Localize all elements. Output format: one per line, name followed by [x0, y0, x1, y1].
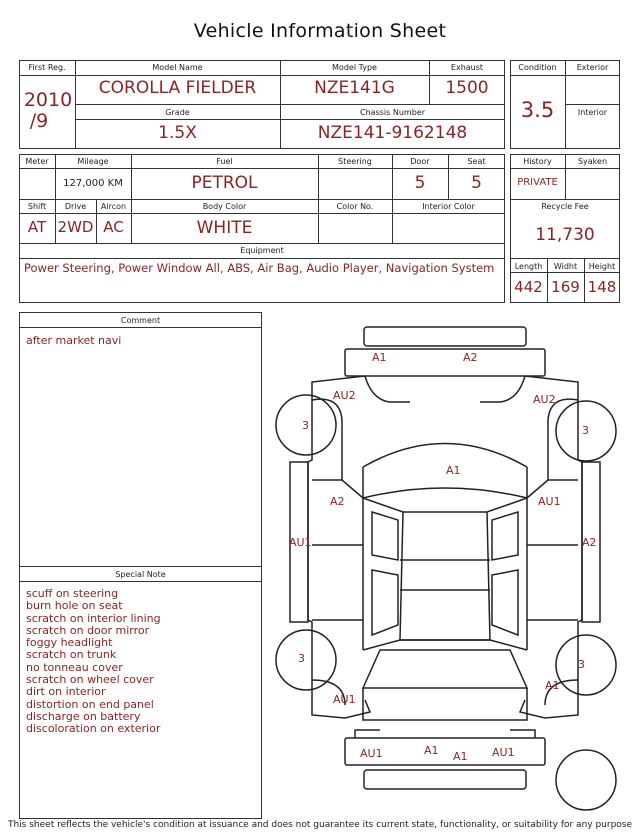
model-type-value: NZE141G — [314, 78, 395, 98]
drive-value: 2WD — [57, 218, 94, 236]
mark-wheel-rear-right: 3 — [578, 658, 585, 671]
syaken-label: Syaken — [577, 157, 608, 166]
height-label: Height — [588, 262, 616, 271]
exhaust-value: 1500 — [445, 78, 489, 98]
mark-wheel-front-left: 3 — [302, 419, 309, 432]
aircon-value: AC — [103, 218, 124, 236]
model-name-label: Model Name — [152, 63, 203, 72]
color-no-label: Color No. — [336, 202, 374, 211]
steering-label: Steering — [338, 157, 372, 166]
height-value: 148 — [587, 278, 617, 296]
equipment-value: Power Steering, Power Window All, ABS, Air Bag, Audio Player, Navigation System — [24, 261, 495, 275]
shift-label: Shift — [27, 202, 47, 211]
mark-front-door-left: A2 — [330, 495, 345, 508]
equipment-label: Equipment — [240, 246, 284, 255]
model-type-label: Model Type — [332, 63, 377, 72]
mark-rear-fender-right: A1 — [545, 679, 560, 692]
special-note-item: distortion on end panel — [26, 697, 154, 711]
condition-label: Condition — [518, 63, 557, 72]
mark-rocker-right: A2 — [582, 536, 597, 549]
length-value: 442 — [514, 278, 543, 296]
grade-label: Grade — [165, 108, 190, 117]
history-value: PRIVATE — [517, 177, 558, 188]
recycle-fee-value: 11,730 — [535, 225, 595, 245]
grade-value: 1.5X — [158, 123, 197, 143]
chassis-number-value: NZE141-9162148 — [317, 123, 468, 143]
special-note-item: burn hole on seat — [26, 599, 123, 613]
body-color-value: WHITE — [196, 218, 253, 238]
special-note-item: discoloration on exterior — [26, 722, 161, 736]
drive-label: Drive — [64, 202, 87, 211]
door-value: 5 — [414, 173, 426, 193]
mark-wheel-rear-left: 3 — [298, 652, 305, 665]
special-note-item: discharge on battery — [26, 709, 141, 723]
special-note-item: scratch on door mirror — [26, 623, 150, 637]
special-note-item: scratch on trunk — [26, 648, 117, 662]
mark-rear-bumper-right: AU1 — [492, 746, 515, 759]
exterior-label: Exterior — [576, 63, 609, 72]
width-value: 169 — [551, 278, 580, 296]
first-reg-month: /9 — [29, 110, 49, 132]
disclaimer-footer: This sheet reflects the vehicle's condition at issuance and does not guarantee its current state, functionality, or suitability for any purpose — [7, 820, 633, 830]
fuel-value: PETROL — [191, 173, 258, 193]
fuel-label: Fuel — [216, 157, 233, 166]
mark-wheel-front-right: 3 — [582, 424, 589, 437]
special-note-item: dirt on interior — [26, 685, 106, 699]
mark-front-fender-left: AU2 — [333, 389, 356, 402]
mileage-value: 127,000 KM — [63, 178, 123, 189]
width-label: Widht — [553, 262, 578, 271]
interior-color-label: Interior Color — [422, 202, 475, 211]
body-color-label: Body Color — [202, 202, 247, 211]
vehicle-damage-diagram — [270, 318, 632, 818]
mark-rear-bumper-center-2: A1 — [453, 750, 468, 763]
condition-grade-value: 3.5 — [520, 98, 555, 122]
shift-value: AT — [27, 218, 47, 236]
first-reg-label: First Reg. — [28, 63, 66, 72]
special-note-item: no tonneau cover — [26, 660, 123, 674]
meter-label: Meter — [25, 157, 49, 166]
recycle-fee-label: Recycle Fee — [541, 202, 589, 211]
page-title: Vehicle Information Sheet — [193, 20, 447, 42]
special-note-label: Special Note — [115, 570, 166, 579]
mark-rear-bumper-left: AU1 — [360, 747, 383, 760]
length-label: Length — [514, 262, 543, 271]
mark-rear-fender-left: AU1 — [333, 693, 356, 706]
history-label: History — [523, 157, 552, 166]
mark-rocker-left: AU1 — [289, 536, 312, 549]
aircon-label: Aircon — [100, 202, 127, 211]
mark-front-door-right: AU1 — [538, 495, 561, 508]
mark-front-bumper-right: A2 — [463, 351, 478, 364]
chassis-number-label: Chassis Number — [360, 108, 425, 117]
interior-label: Interior — [577, 108, 608, 117]
special-note-item: foggy headlight — [26, 636, 113, 650]
mark-front-bumper-left: A1 — [372, 351, 387, 364]
model-name-value: COROLLA FIELDER — [98, 78, 257, 98]
mileage-label: Mileage — [77, 157, 109, 166]
seat-label: Seat — [467, 157, 486, 166]
comment-text: after market navi — [26, 334, 122, 347]
mark-front-fender-right: AU2 — [533, 393, 556, 406]
special-note-list — [26, 588, 161, 736]
special-note-item: scratch on wheel cover — [26, 673, 154, 687]
comment-label: Comment — [120, 316, 161, 325]
special-note-item: scuff on steering — [26, 587, 119, 600]
mark-rear-bumper-center: A1 — [424, 744, 439, 757]
seat-value: 5 — [471, 173, 482, 193]
special-note-item: scratch on interior lining — [26, 611, 161, 625]
first-reg-year: 2010 — [23, 89, 73, 111]
door-label: Door — [410, 157, 430, 166]
mark-bonnet: A1 — [446, 464, 461, 477]
exhaust-label: Exhaust — [450, 63, 484, 72]
